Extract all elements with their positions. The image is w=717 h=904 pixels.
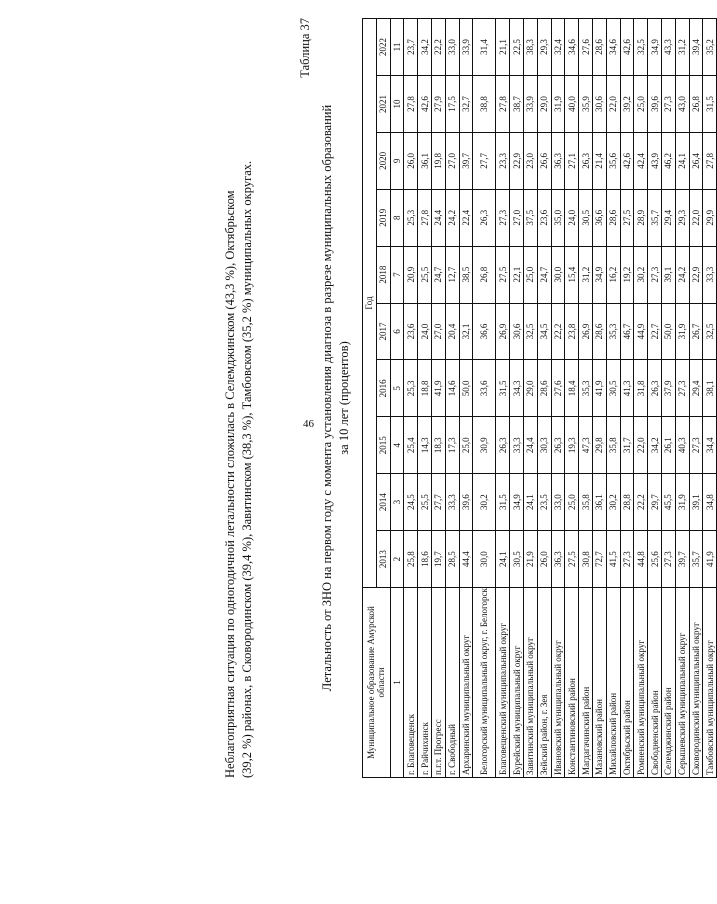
mortality-value: 33,0 xyxy=(551,474,565,531)
mortality-value: 23,8 xyxy=(565,303,579,360)
municipality-name: Мазановский район xyxy=(592,588,606,778)
mortality-value: 24,2 xyxy=(675,246,689,303)
mortality-value: 35,7 xyxy=(648,189,662,246)
mortality-value: 25,0 xyxy=(565,474,579,531)
municipality-column-header: Муниципальное образование Амурской области xyxy=(363,588,391,778)
mortality-value: 37,9 xyxy=(661,360,675,417)
mortality-value: 22,5 xyxy=(510,19,524,76)
municipality-name: Михайловский район xyxy=(606,588,620,778)
mortality-value: 31,2 xyxy=(579,246,593,303)
mortality-value: 24,4 xyxy=(431,189,445,246)
mortality-value: 22,0 xyxy=(606,75,620,132)
municipality-name: Селемджинский район xyxy=(661,588,675,778)
mortality-value: 42,6 xyxy=(620,132,634,189)
mortality-value: 29,4 xyxy=(661,189,675,246)
mortality-value: 37,5 xyxy=(523,189,537,246)
mortality-value: 16,2 xyxy=(606,246,620,303)
table-title xyxy=(319,18,353,778)
year-group-header: Год xyxy=(363,19,377,588)
column-number: 8 xyxy=(390,189,404,246)
mortality-value: 28,9 xyxy=(634,189,648,246)
mortality-value: 26,3 xyxy=(496,417,510,474)
mortality-value: 35,7 xyxy=(689,531,703,588)
column-number: 9 xyxy=(390,132,404,189)
mortality-value: 27,1 xyxy=(565,132,579,189)
mortality-value: 22,2 xyxy=(551,303,565,360)
mortality-value: 42,4 xyxy=(634,132,648,189)
mortality-value: 14,3 xyxy=(418,417,432,474)
municipality-name: Магдагачинский район xyxy=(579,588,593,778)
mortality-value: 32,5 xyxy=(703,303,717,360)
mortality-value: 28,8 xyxy=(620,474,634,531)
mortality-value: 32,7 xyxy=(459,75,473,132)
mortality-value: 29,0 xyxy=(523,360,537,417)
mortality-value: 30,9 xyxy=(473,417,496,474)
mortality-value: 33,0 xyxy=(445,19,459,76)
mortality-value: 30,2 xyxy=(634,246,648,303)
mortality-value: 30,2 xyxy=(473,474,496,531)
mortality-value: 31,5 xyxy=(496,360,510,417)
municipality-name: п.г.т. Прогресс xyxy=(431,588,445,778)
mortality-value: 26,6 xyxy=(537,132,551,189)
mortality-value: 27,0 xyxy=(431,303,445,360)
mortality-value: 27,9 xyxy=(431,75,445,132)
mortality-value: 27,5 xyxy=(496,246,510,303)
mortality-value: 23,7 xyxy=(404,19,418,76)
column-number: 11 xyxy=(390,19,404,76)
municipality-name: Бурейский муниципальный округ xyxy=(510,588,524,778)
mortality-value: 31,9 xyxy=(551,75,565,132)
mortality-value: 35,8 xyxy=(579,474,593,531)
mortality-value: 41,5 xyxy=(606,531,620,588)
mortality-value: 27,8 xyxy=(404,75,418,132)
mortality-value: 31,5 xyxy=(496,474,510,531)
table-row xyxy=(620,19,634,778)
table-title-line: за 10 лет (процентов) xyxy=(337,341,351,455)
mortality-value: 39,1 xyxy=(689,474,703,531)
mortality-value: 34,5 xyxy=(537,303,551,360)
mortality-value: 25,0 xyxy=(634,75,648,132)
mortality-table xyxy=(362,18,717,778)
mortality-value: 27,0 xyxy=(510,189,524,246)
mortality-value: 27,7 xyxy=(431,474,445,531)
mortality-value: 39,7 xyxy=(459,132,473,189)
mortality-value: 39,4 xyxy=(689,19,703,76)
mortality-value: 32,5 xyxy=(523,303,537,360)
mortality-value: 34,9 xyxy=(648,19,662,76)
mortality-value: 25,0 xyxy=(459,417,473,474)
mortality-value: 27,3 xyxy=(661,75,675,132)
mortality-value: 26,3 xyxy=(551,417,565,474)
mortality-value: 26,1 xyxy=(661,417,675,474)
mortality-value: 24,1 xyxy=(675,132,689,189)
mortality-value: 34,6 xyxy=(565,19,579,76)
mortality-value: 31,9 xyxy=(675,474,689,531)
mortality-value: 33,6 xyxy=(473,360,496,417)
mortality-value: 23,5 xyxy=(537,474,551,531)
mortality-value: 22,9 xyxy=(510,132,524,189)
mortality-value: 25,6 xyxy=(648,531,662,588)
mortality-value: 24,7 xyxy=(537,246,551,303)
mortality-value: 22,0 xyxy=(689,189,703,246)
municipality-name: Сковородинский муниципальный округ xyxy=(689,588,703,778)
mortality-value: 29,3 xyxy=(675,189,689,246)
mortality-value: 30,5 xyxy=(579,189,593,246)
column-number: 7 xyxy=(390,246,404,303)
mortality-value: 39,1 xyxy=(661,246,675,303)
mortality-value: 40,0 xyxy=(565,75,579,132)
mortality-value: 72,7 xyxy=(592,531,606,588)
mortality-value: 18,4 xyxy=(565,360,579,417)
mortality-value: 32,5 xyxy=(634,19,648,76)
mortality-value: 30,3 xyxy=(537,417,551,474)
mortality-value: 19,3 xyxy=(565,417,579,474)
mortality-value: 38,1 xyxy=(703,360,717,417)
table-row xyxy=(703,19,717,778)
mortality-value: 33,3 xyxy=(445,474,459,531)
mortality-value: 44,4 xyxy=(459,531,473,588)
mortality-value: 27,3 xyxy=(675,360,689,417)
mortality-value: 33,9 xyxy=(459,19,473,76)
mortality-value: 15,4 xyxy=(565,246,579,303)
mortality-value: 36,3 xyxy=(551,531,565,588)
mortality-value: 18,8 xyxy=(418,360,432,417)
mortality-value: 24,0 xyxy=(418,303,432,360)
year-header: 2017 xyxy=(376,303,390,360)
mortality-value: 40,3 xyxy=(675,417,689,474)
column-number: 5 xyxy=(390,360,404,417)
column-number: 1 xyxy=(390,588,404,778)
mortality-value: 38,7 xyxy=(510,75,524,132)
mortality-value: 31,7 xyxy=(620,417,634,474)
mortality-value: 31,9 xyxy=(675,303,689,360)
year-header: 2014 xyxy=(376,474,390,531)
municipality-name: Зейский район, г. Зея xyxy=(537,588,551,778)
mortality-value: 27,6 xyxy=(551,360,565,417)
mortality-value: 36,6 xyxy=(592,189,606,246)
mortality-value: 38,5 xyxy=(459,246,473,303)
mortality-value: 29,8 xyxy=(592,417,606,474)
column-number: 10 xyxy=(390,75,404,132)
table-row xyxy=(579,19,593,778)
mortality-value: 27,3 xyxy=(689,417,703,474)
mortality-value: 47,3 xyxy=(579,417,593,474)
mortality-value: 30,5 xyxy=(606,360,620,417)
mortality-value: 27,7 xyxy=(473,132,496,189)
column-number-row xyxy=(390,19,404,778)
mortality-value: 29,9 xyxy=(703,189,717,246)
mortality-value: 24,2 xyxy=(445,189,459,246)
mortality-value: 25,5 xyxy=(418,246,432,303)
mortality-value: 27,3 xyxy=(648,246,662,303)
mortality-value: 41,9 xyxy=(703,531,717,588)
table-row xyxy=(418,19,432,778)
table-row xyxy=(551,19,565,778)
mortality-value: 42,6 xyxy=(620,19,634,76)
mortality-value: 43,9 xyxy=(648,132,662,189)
mortality-value: 27,3 xyxy=(620,531,634,588)
mortality-value: 30,8 xyxy=(579,531,593,588)
paragraph-line: Неблагоприятная ситуация по одногодичной летальности сложилась в Селемджинском (43,3 %), Октябрьском xyxy=(223,190,237,778)
mortality-value: 18,6 xyxy=(418,531,432,588)
mortality-value: 34,9 xyxy=(592,246,606,303)
mortality-value: 28,6 xyxy=(537,360,551,417)
table-row xyxy=(648,19,662,778)
mortality-value: 26,8 xyxy=(689,75,703,132)
table-title-line: Летальность от ЗНО на первом году с момента установления диагноза в разрезе муниципальных образований xyxy=(320,104,334,692)
mortality-value: 28,6 xyxy=(592,19,606,76)
mortality-value: 27,8 xyxy=(418,189,432,246)
municipality-name: Серышевский муниципальный округ xyxy=(675,588,689,778)
mortality-value: 34,9 xyxy=(510,474,524,531)
table-number: Таблица 37 xyxy=(298,18,312,78)
mortality-value: 12,7 xyxy=(445,246,459,303)
year-header: 2015 xyxy=(376,417,390,474)
mortality-value: 28,6 xyxy=(592,303,606,360)
mortality-value: 27,5 xyxy=(620,189,634,246)
mortality-value: 33,9 xyxy=(523,75,537,132)
mortality-value: 25,5 xyxy=(418,474,432,531)
mortality-value: 26,0 xyxy=(537,531,551,588)
table-body xyxy=(404,19,717,778)
mortality-value: 34,2 xyxy=(648,417,662,474)
mortality-value: 24,1 xyxy=(523,474,537,531)
table-row xyxy=(404,19,418,778)
mortality-value: 32,4 xyxy=(551,19,565,76)
mortality-value: 27,6 xyxy=(579,19,593,76)
mortality-value: 34,8 xyxy=(703,474,717,531)
mortality-value: 26,3 xyxy=(648,360,662,417)
mortality-value: 32,1 xyxy=(459,303,473,360)
table-row xyxy=(675,19,689,778)
mortality-value: 27,8 xyxy=(496,75,510,132)
table-row xyxy=(661,19,675,778)
mortality-value: 24,4 xyxy=(523,417,537,474)
table-row xyxy=(445,19,459,778)
mortality-value: 25,0 xyxy=(523,246,537,303)
column-number: 3 xyxy=(390,474,404,531)
mortality-value: 31,4 xyxy=(473,19,496,76)
mortality-value: 22,9 xyxy=(689,246,703,303)
mortality-value: 50,0 xyxy=(459,360,473,417)
mortality-value: 26,9 xyxy=(496,303,510,360)
mortality-value: 36,1 xyxy=(418,132,432,189)
mortality-value: 23,6 xyxy=(537,189,551,246)
mortality-value: 41,3 xyxy=(620,360,634,417)
municipality-name: г. Благовещенск xyxy=(404,588,418,778)
mortality-value: 14,6 xyxy=(445,360,459,417)
mortality-value: 24,5 xyxy=(404,474,418,531)
table-row xyxy=(473,19,496,778)
year-header: 2016 xyxy=(376,360,390,417)
year-header: 2019 xyxy=(376,189,390,246)
mortality-value: 27,3 xyxy=(496,189,510,246)
mortality-value: 22,1 xyxy=(510,246,524,303)
mortality-value: 38,3 xyxy=(523,19,537,76)
mortality-value: 21,4 xyxy=(592,132,606,189)
mortality-value: 43,3 xyxy=(661,19,675,76)
table-row xyxy=(431,19,445,778)
mortality-value: 29,7 xyxy=(648,474,662,531)
mortality-value: 29,3 xyxy=(537,19,551,76)
municipality-name: Ромненский муниципальный округ xyxy=(634,588,648,778)
page-number: 46 xyxy=(303,418,314,430)
mortality-value: 24,1 xyxy=(496,531,510,588)
mortality-value: 26,7 xyxy=(689,303,703,360)
table-row xyxy=(496,19,510,778)
year-header: 2018 xyxy=(376,246,390,303)
mortality-value: 41,9 xyxy=(592,360,606,417)
table-row xyxy=(459,19,473,778)
mortality-value: 22,0 xyxy=(634,417,648,474)
mortality-value: 27,0 xyxy=(445,132,459,189)
mortality-value: 31,5 xyxy=(703,75,717,132)
mortality-value: 23,3 xyxy=(496,132,510,189)
mortality-value: 35,3 xyxy=(606,303,620,360)
mortality-value: 31,2 xyxy=(675,19,689,76)
table-row xyxy=(606,19,620,778)
mortality-value: 30,5 xyxy=(510,531,524,588)
mortality-value: 34,3 xyxy=(510,360,524,417)
intro-paragraph xyxy=(222,18,256,778)
mortality-value: 33,3 xyxy=(703,246,717,303)
mortality-value: 27,5 xyxy=(565,531,579,588)
mortality-value: 26,3 xyxy=(579,132,593,189)
mortality-value: 44,9 xyxy=(634,303,648,360)
mortality-value: 39,2 xyxy=(620,75,634,132)
mortality-value: 22,7 xyxy=(648,303,662,360)
column-number: 6 xyxy=(390,303,404,360)
table-row xyxy=(634,19,648,778)
year-header: 2022 xyxy=(376,19,390,76)
table-row xyxy=(592,19,606,778)
mortality-value: 26,9 xyxy=(579,303,593,360)
mortality-value: 45,5 xyxy=(661,474,675,531)
mortality-value: 30,6 xyxy=(510,303,524,360)
mortality-value: 30,0 xyxy=(551,246,565,303)
mortality-value: 35,9 xyxy=(579,75,593,132)
mortality-value: 50,0 xyxy=(661,303,675,360)
municipality-name: Благовещенский муниципальный округ xyxy=(496,588,510,778)
year-header: 2013 xyxy=(376,531,390,588)
mortality-value: 27,8 xyxy=(703,132,717,189)
mortality-value: 35,6 xyxy=(606,132,620,189)
mortality-value: 28,5 xyxy=(445,531,459,588)
mortality-value: 22,2 xyxy=(634,474,648,531)
municipality-name: Завитинский муниципальный округ xyxy=(523,588,537,778)
municipality-name: г. Свободный xyxy=(445,588,459,778)
mortality-value: 22,2 xyxy=(431,19,445,76)
mortality-value: 33,3 xyxy=(510,417,524,474)
table-row xyxy=(689,19,703,778)
municipality-name: Тамбовский муниципальный округ xyxy=(703,588,717,778)
mortality-value: 17,3 xyxy=(445,417,459,474)
rotated-document-page xyxy=(222,18,715,778)
table-row xyxy=(537,19,551,778)
mortality-value: 42,6 xyxy=(418,75,432,132)
column-number: 4 xyxy=(390,417,404,474)
mortality-value: 21,1 xyxy=(496,19,510,76)
mortality-value: 23,6 xyxy=(404,303,418,360)
mortality-value: 26,8 xyxy=(473,246,496,303)
mortality-value: 36,6 xyxy=(473,303,496,360)
municipality-name: г. Райчихинск xyxy=(418,588,432,778)
mortality-value: 24,7 xyxy=(431,246,445,303)
mortality-value: 46,2 xyxy=(661,132,675,189)
mortality-value: 35,0 xyxy=(551,189,565,246)
municipality-name: Октябрьский район xyxy=(620,588,634,778)
mortality-value: 26,3 xyxy=(473,189,496,246)
mortality-value: 22,4 xyxy=(459,189,473,246)
mortality-value: 41,9 xyxy=(431,360,445,417)
mortality-value: 17,5 xyxy=(445,75,459,132)
mortality-value: 29,0 xyxy=(537,75,551,132)
mortality-value: 26,4 xyxy=(689,132,703,189)
table-row xyxy=(565,19,579,778)
mortality-value: 25,4 xyxy=(404,417,418,474)
mortality-value: 21,9 xyxy=(523,531,537,588)
mortality-value: 24,0 xyxy=(565,189,579,246)
mortality-value: 35,8 xyxy=(606,417,620,474)
mortality-value: 30,6 xyxy=(592,75,606,132)
municipality-name: Константиновский район xyxy=(565,588,579,778)
mortality-value: 27,3 xyxy=(661,531,675,588)
mortality-value: 46,7 xyxy=(620,303,634,360)
mortality-value: 39,7 xyxy=(675,531,689,588)
mortality-value: 18,3 xyxy=(431,417,445,474)
mortality-value: 34,6 xyxy=(606,19,620,76)
mortality-value: 28,6 xyxy=(606,189,620,246)
mortality-value: 31,8 xyxy=(634,360,648,417)
year-header: 2020 xyxy=(376,132,390,189)
mortality-value: 25,3 xyxy=(404,360,418,417)
mortality-value: 34,4 xyxy=(703,417,717,474)
mortality-value: 19,8 xyxy=(431,132,445,189)
mortality-value: 23,0 xyxy=(523,132,537,189)
mortality-value: 19,2 xyxy=(620,246,634,303)
mortality-value: 36,3 xyxy=(551,132,565,189)
table-row xyxy=(510,19,524,778)
mortality-value: 30,0 xyxy=(473,531,496,588)
mortality-value: 44,8 xyxy=(634,531,648,588)
mortality-value: 39,6 xyxy=(648,75,662,132)
municipality-name: Белогорский муниципальный округ, г. Белогорск xyxy=(473,588,496,778)
municipality-name: Ивановский муниципальный округ xyxy=(551,588,565,778)
year-header: 2021 xyxy=(376,75,390,132)
mortality-value: 36,1 xyxy=(592,474,606,531)
mortality-value: 29,4 xyxy=(689,360,703,417)
municipality-name: Архаринский муниципальный округ xyxy=(459,588,473,778)
municipality-name: Свободненский район xyxy=(648,588,662,778)
mortality-value: 30,2 xyxy=(606,474,620,531)
mortality-value: 20,9 xyxy=(404,246,418,303)
mortality-value: 25,3 xyxy=(404,189,418,246)
paragraph-line: (39,2 %) районах, в Сковородинском (39,4 %), Завитинском (38,3 %), Тамбовском (35,2 %) муниципальных округах. xyxy=(240,160,254,778)
mortality-value: 35,2 xyxy=(703,19,717,76)
column-number: 2 xyxy=(390,531,404,588)
mortality-value: 25,8 xyxy=(404,531,418,588)
mortality-value: 43,0 xyxy=(675,75,689,132)
mortality-value: 19,7 xyxy=(431,531,445,588)
mortality-value: 39,6 xyxy=(459,474,473,531)
mortality-value: 35,3 xyxy=(579,360,593,417)
mortality-value: 38,8 xyxy=(473,75,496,132)
mortality-value: 34,2 xyxy=(418,19,432,76)
table-row xyxy=(523,19,537,778)
mortality-value: 26,0 xyxy=(404,132,418,189)
mortality-value: 20,4 xyxy=(445,303,459,360)
